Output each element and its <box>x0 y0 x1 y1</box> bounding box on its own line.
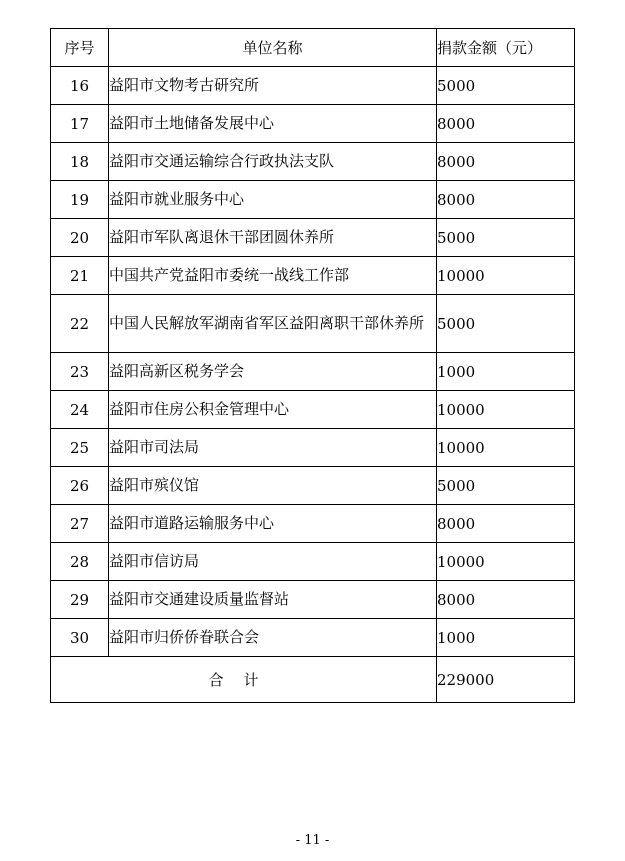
row-amount: 10000 <box>437 257 575 295</box>
row-seq: 25 <box>51 429 109 467</box>
row-amount: 8000 <box>437 105 575 143</box>
row-seq: 27 <box>51 505 109 543</box>
row-seq: 16 <box>51 67 109 105</box>
row-name: 益阳市交通运输综合行政执法支队 <box>109 143 437 181</box>
row-name: 益阳市殡仪馆 <box>109 467 437 505</box>
row-name: 益阳市归侨侨眷联合会 <box>109 619 437 657</box>
row-amount: 8000 <box>437 581 575 619</box>
row-amount: 5000 <box>437 295 575 353</box>
row-seq: 23 <box>51 353 109 391</box>
row-name: 益阳市军队离退休干部团圆休养所 <box>109 219 437 257</box>
row-seq: 17 <box>51 105 109 143</box>
table-row <box>51 295 575 353</box>
row-name: 中国共产党益阳市委统一战线工作部 <box>109 257 437 295</box>
row-seq: 29 <box>51 581 109 619</box>
row-seq: 26 <box>51 467 109 505</box>
row-seq: 18 <box>51 143 109 181</box>
row-name: 益阳高新区税务学会 <box>109 353 437 391</box>
row-amount: 1000 <box>437 619 575 657</box>
row-amount: 8000 <box>437 505 575 543</box>
table-row <box>51 143 575 181</box>
row-amount: 8000 <box>437 143 575 181</box>
row-amount: 10000 <box>437 543 575 581</box>
header-amount: 捐款金额（元） <box>437 29 575 67</box>
row-seq: 22 <box>51 295 109 353</box>
row-seq: 19 <box>51 181 109 219</box>
table-row <box>51 105 575 143</box>
row-seq: 30 <box>51 619 109 657</box>
total-label: 合计 <box>51 657 437 703</box>
row-seq: 20 <box>51 219 109 257</box>
table-row <box>51 467 575 505</box>
row-amount: 5000 <box>437 467 575 505</box>
table-row <box>51 353 575 391</box>
table-row <box>51 257 575 295</box>
total-amount: 229000 <box>437 657 575 703</box>
table-row <box>51 581 575 619</box>
row-seq: 28 <box>51 543 109 581</box>
row-amount: 1000 <box>437 353 575 391</box>
row-amount: 5000 <box>437 219 575 257</box>
header-name: 单位名称 <box>109 29 437 67</box>
table-row <box>51 619 575 657</box>
row-amount: 8000 <box>437 181 575 219</box>
row-name: 益阳市交通建设质量监督站 <box>109 581 437 619</box>
table-row <box>51 391 575 429</box>
row-name: 益阳市就业服务中心 <box>109 181 437 219</box>
table-row <box>51 67 575 105</box>
table-row <box>51 543 575 581</box>
table-row <box>51 429 575 467</box>
row-amount: 10000 <box>437 391 575 429</box>
row-name: 中国人民解放军湖南省军区益阳离职干部休养所 <box>109 295 437 353</box>
row-seq: 21 <box>51 257 109 295</box>
row-amount: 10000 <box>437 429 575 467</box>
table-header-row <box>51 29 575 67</box>
row-name: 益阳市信访局 <box>109 543 437 581</box>
row-name: 益阳市住房公积金管理中心 <box>109 391 437 429</box>
row-name: 益阳市司法局 <box>109 429 437 467</box>
row-seq: 24 <box>51 391 109 429</box>
table-row <box>51 219 575 257</box>
table-row <box>51 505 575 543</box>
row-name: 益阳市道路运输服务中心 <box>109 505 437 543</box>
table-row <box>51 181 575 219</box>
row-name: 益阳市文物考古研究所 <box>109 67 437 105</box>
row-name: 益阳市土地储备发展中心 <box>109 105 437 143</box>
page-number: - 11 - <box>295 833 330 848</box>
header-seq: 序号 <box>51 29 109 67</box>
row-amount: 5000 <box>437 67 575 105</box>
donation-table <box>50 28 575 703</box>
total-row <box>51 657 575 703</box>
